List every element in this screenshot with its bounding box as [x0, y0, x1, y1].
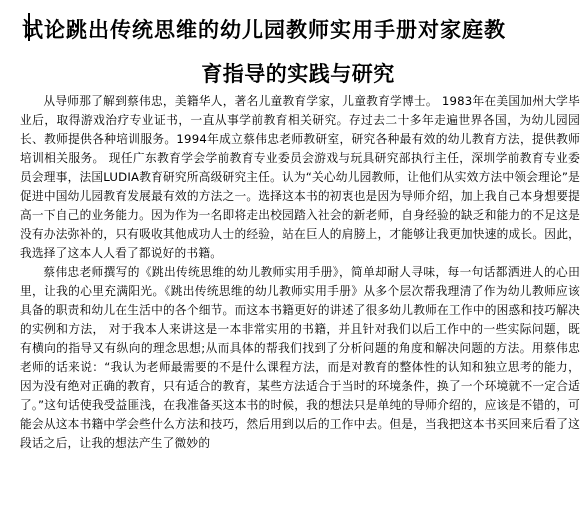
- body-paragraph-2: 蔡伟忠老师撰写的《跳出传统思维的幼儿教师实用手册》，简单却耐人寻味，每一句话都洒进人的心田里，让我的心里充满阳光。《跳出传统思维的幼儿教师实用手册》从多个层次帮我理清了作为幼儿教师应该具备的职责和幼儿在生活中的各个细节。而这本书籍更好的讲述了很多幼儿教师在工作中的困惑和技巧解决的实例和方法， 对于我本人来讲这是一本非常实用的书籍，并且针对我们以后工作中的一些实际问题，既有横向的指导又有纵向的理念思想;从而具体的帮我们找到了分析问题的角度和解决问题的方法。用蔡伟忠老师的话来说：“我认为老师最需要的不是什么课程方法，而是对教育的整体性的认知和独立思考的能力，因为没有绝对正确的教育，只有适合的教育，某些方法适合于当时的环境条件，换了一个环境就不一定合适了。”这句话使我受益匪浅，在我准备买这本书的时候，我的想法只是单纯的导师介绍的，应该是不错的，可能会从这本书籍中学会些什么方法和技巧，然后用到以后的工作中去。但是，当我把这本书买回来后看了这段话之后，让我的想法产生了微妙的: [20, 265, 580, 450]
- document-body: [20, 92, 580, 453]
- document-title-line-2: 育指导的实践与研究: [201, 62, 395, 86]
- document-title-line-1: 试论跳出传统思维的幼儿园教师实用手册对家庭教: [22, 18, 506, 42]
- body-paragraph-1: 从导师那了解到蔡伟忠，美籍华人，著名儿童教育学家，儿童教育学博士。 1983年在美国加州大学毕业后，取得游戏治疗专业证书，一直从事学前教育相关研究。存过去二十多年走遍世界各国，为幼儿园园长、教师提供各种培训服务。1994年成立蔡伟忠老师教研室，研究各种最有效的幼儿教育方法，提供教师培训相关服务。 现任广东教育学会学前教育专业委员会游戏与玩具研究部执行主任，深圳学前教育专业委员会理事，法国LUDIA教育研究所高级研究主任。认为“关心幼儿园教师，让他们从实效方法中领会理论”是促进中国幼儿园教育发展最有效的方法之一。选择这本书的初衷也是因为导师介绍，加上我自己本身想要提高一下自己的业务能力。因为作为一名即将走出校园踏入社会的新老师，自身经验的缺乏和能力的不足这是没有办法弥补的，只有吸收其他成功人士的经验，站在巨人的肩膀上，才能够让我更加快速的成长。因此，我选择了这本人人看了都说好的书籍。: [20, 94, 580, 260]
